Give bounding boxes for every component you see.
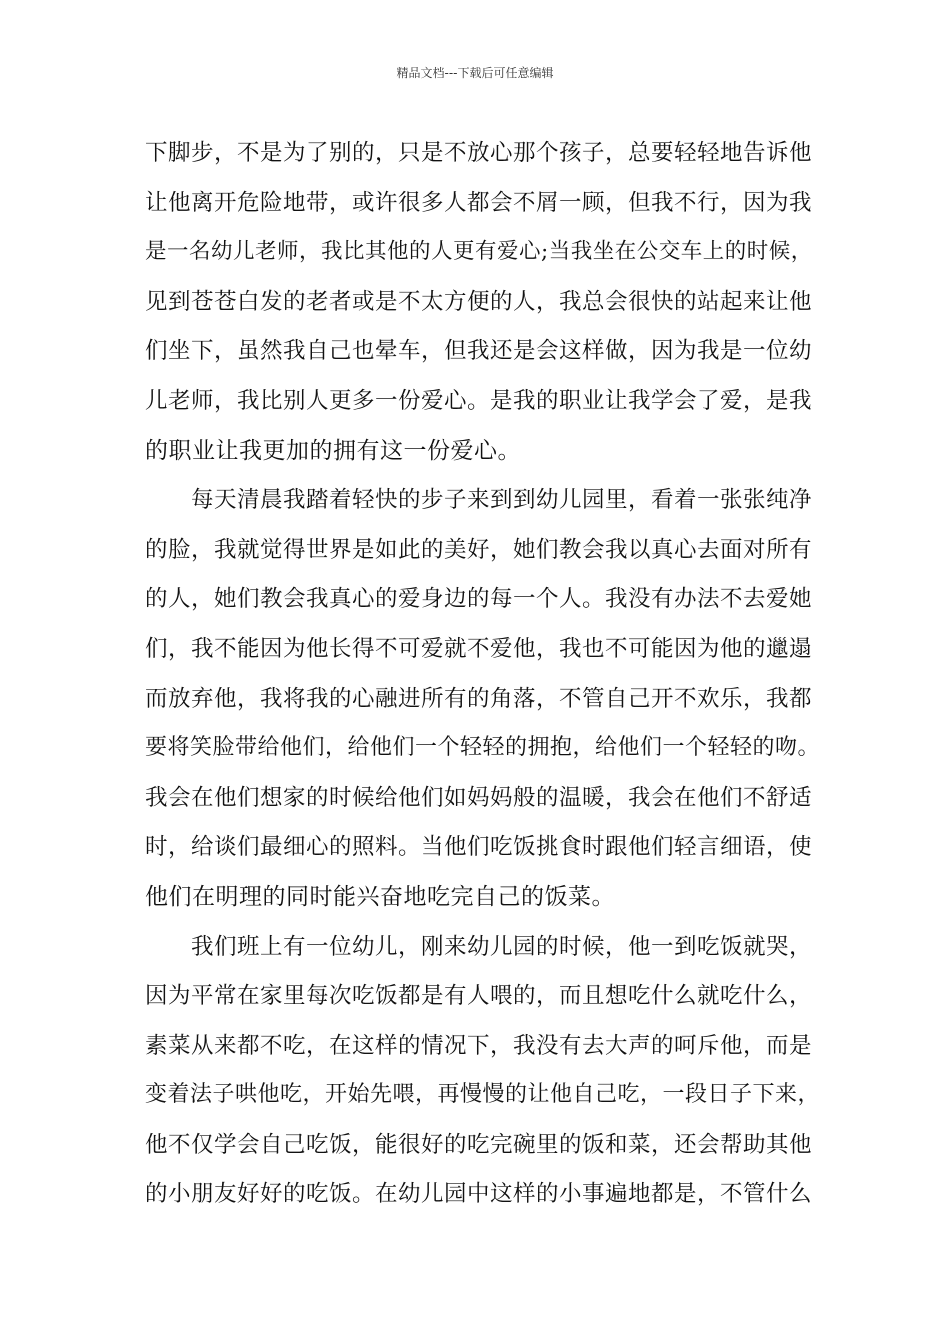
text-line: 而放弃他，我将我的心融进所有的角落，不管自己开不欢乐，我都 [145,685,813,712]
text-line: 变着法子哄他吃，开始先喂，再慢慢的让他自己吃，一段日子下来， [145,1082,821,1108]
text-line: 的职业让我更加的拥有这一份爱心。 [145,437,521,464]
text-line: 我会在他们想家的时候给他们如妈妈般的温暖，我会在他们不舒适 [145,784,813,811]
text-line: 们，我不能因为他长得不可爱就不爱他，我也不可能因为他的邋遢 [145,635,813,662]
text-line: 他们在明理的同时能兴奋地吃完自己的饭菜。 [145,883,615,910]
text-line: 让他离开危险地带，或许很多人都会不屑一顾，但我不行，因为我 [145,189,813,216]
text-line: 的小朋友好好的吃饭。在幼儿园中这样的小事遍地都是，不管什么 [145,1181,813,1208]
text-line: 要将笑脸带给他们，给他们一个轻轻的拥抱，给他们一个轻轻的吻。 [145,735,821,761]
text-line: 儿老师，我比别人更多一份爱心。是我的职业让我学会了爱，是我 [145,387,813,414]
text-line: 时，给谈们最细心的照料。当他们吃饭挑食时跟他们轻言细语，使 [145,834,813,861]
text-line: 每天清晨我踏着轻快的步子来到到幼儿园里，看着一张张纯净 [191,487,813,514]
text-line: 素菜从来都不吃，在这样的情况下，我没有去大声的呵斥他，而是 [145,1032,813,1059]
text-line: 的人，她们教会我真心的爱身边的每一个人。我没有办法不去爱她 [145,586,813,613]
text-line: 见到苍苍白发的老者或是不太方便的人，我总会很快的站起来让他 [145,288,813,315]
text-line: 的脸，我就觉得世界是如此的美好，她们教会我以真心去面对所有 [145,536,813,563]
page-header: 精品文档---下载后可任意编辑 [396,66,554,80]
text-line: 因为平常在家里每次吃饭都是有人喂的，而且想吃什么就吃什么， [145,983,813,1010]
text-line: 们坐下，虽然我自己也晕车，但我还是会这样做，因为我是一位幼 [145,338,813,365]
document-body [145,133,825,1224]
text-line: 他不仅学会自己吃饭，能很好的吃完碗里的饭和菜，还会帮助其他 [145,1131,813,1158]
text-line: 是一名幼儿老师，我比其他的人更有爱心;当我坐在公交车上的时候， [145,239,813,265]
text-line: 下脚步，不是为了别的，只是不放心那个孩子，总要轻轻地告诉他 [145,140,813,166]
text-line: 我们班上有一位幼儿，刚来幼儿园的时候，他一到吃饭就哭， [191,933,813,960]
